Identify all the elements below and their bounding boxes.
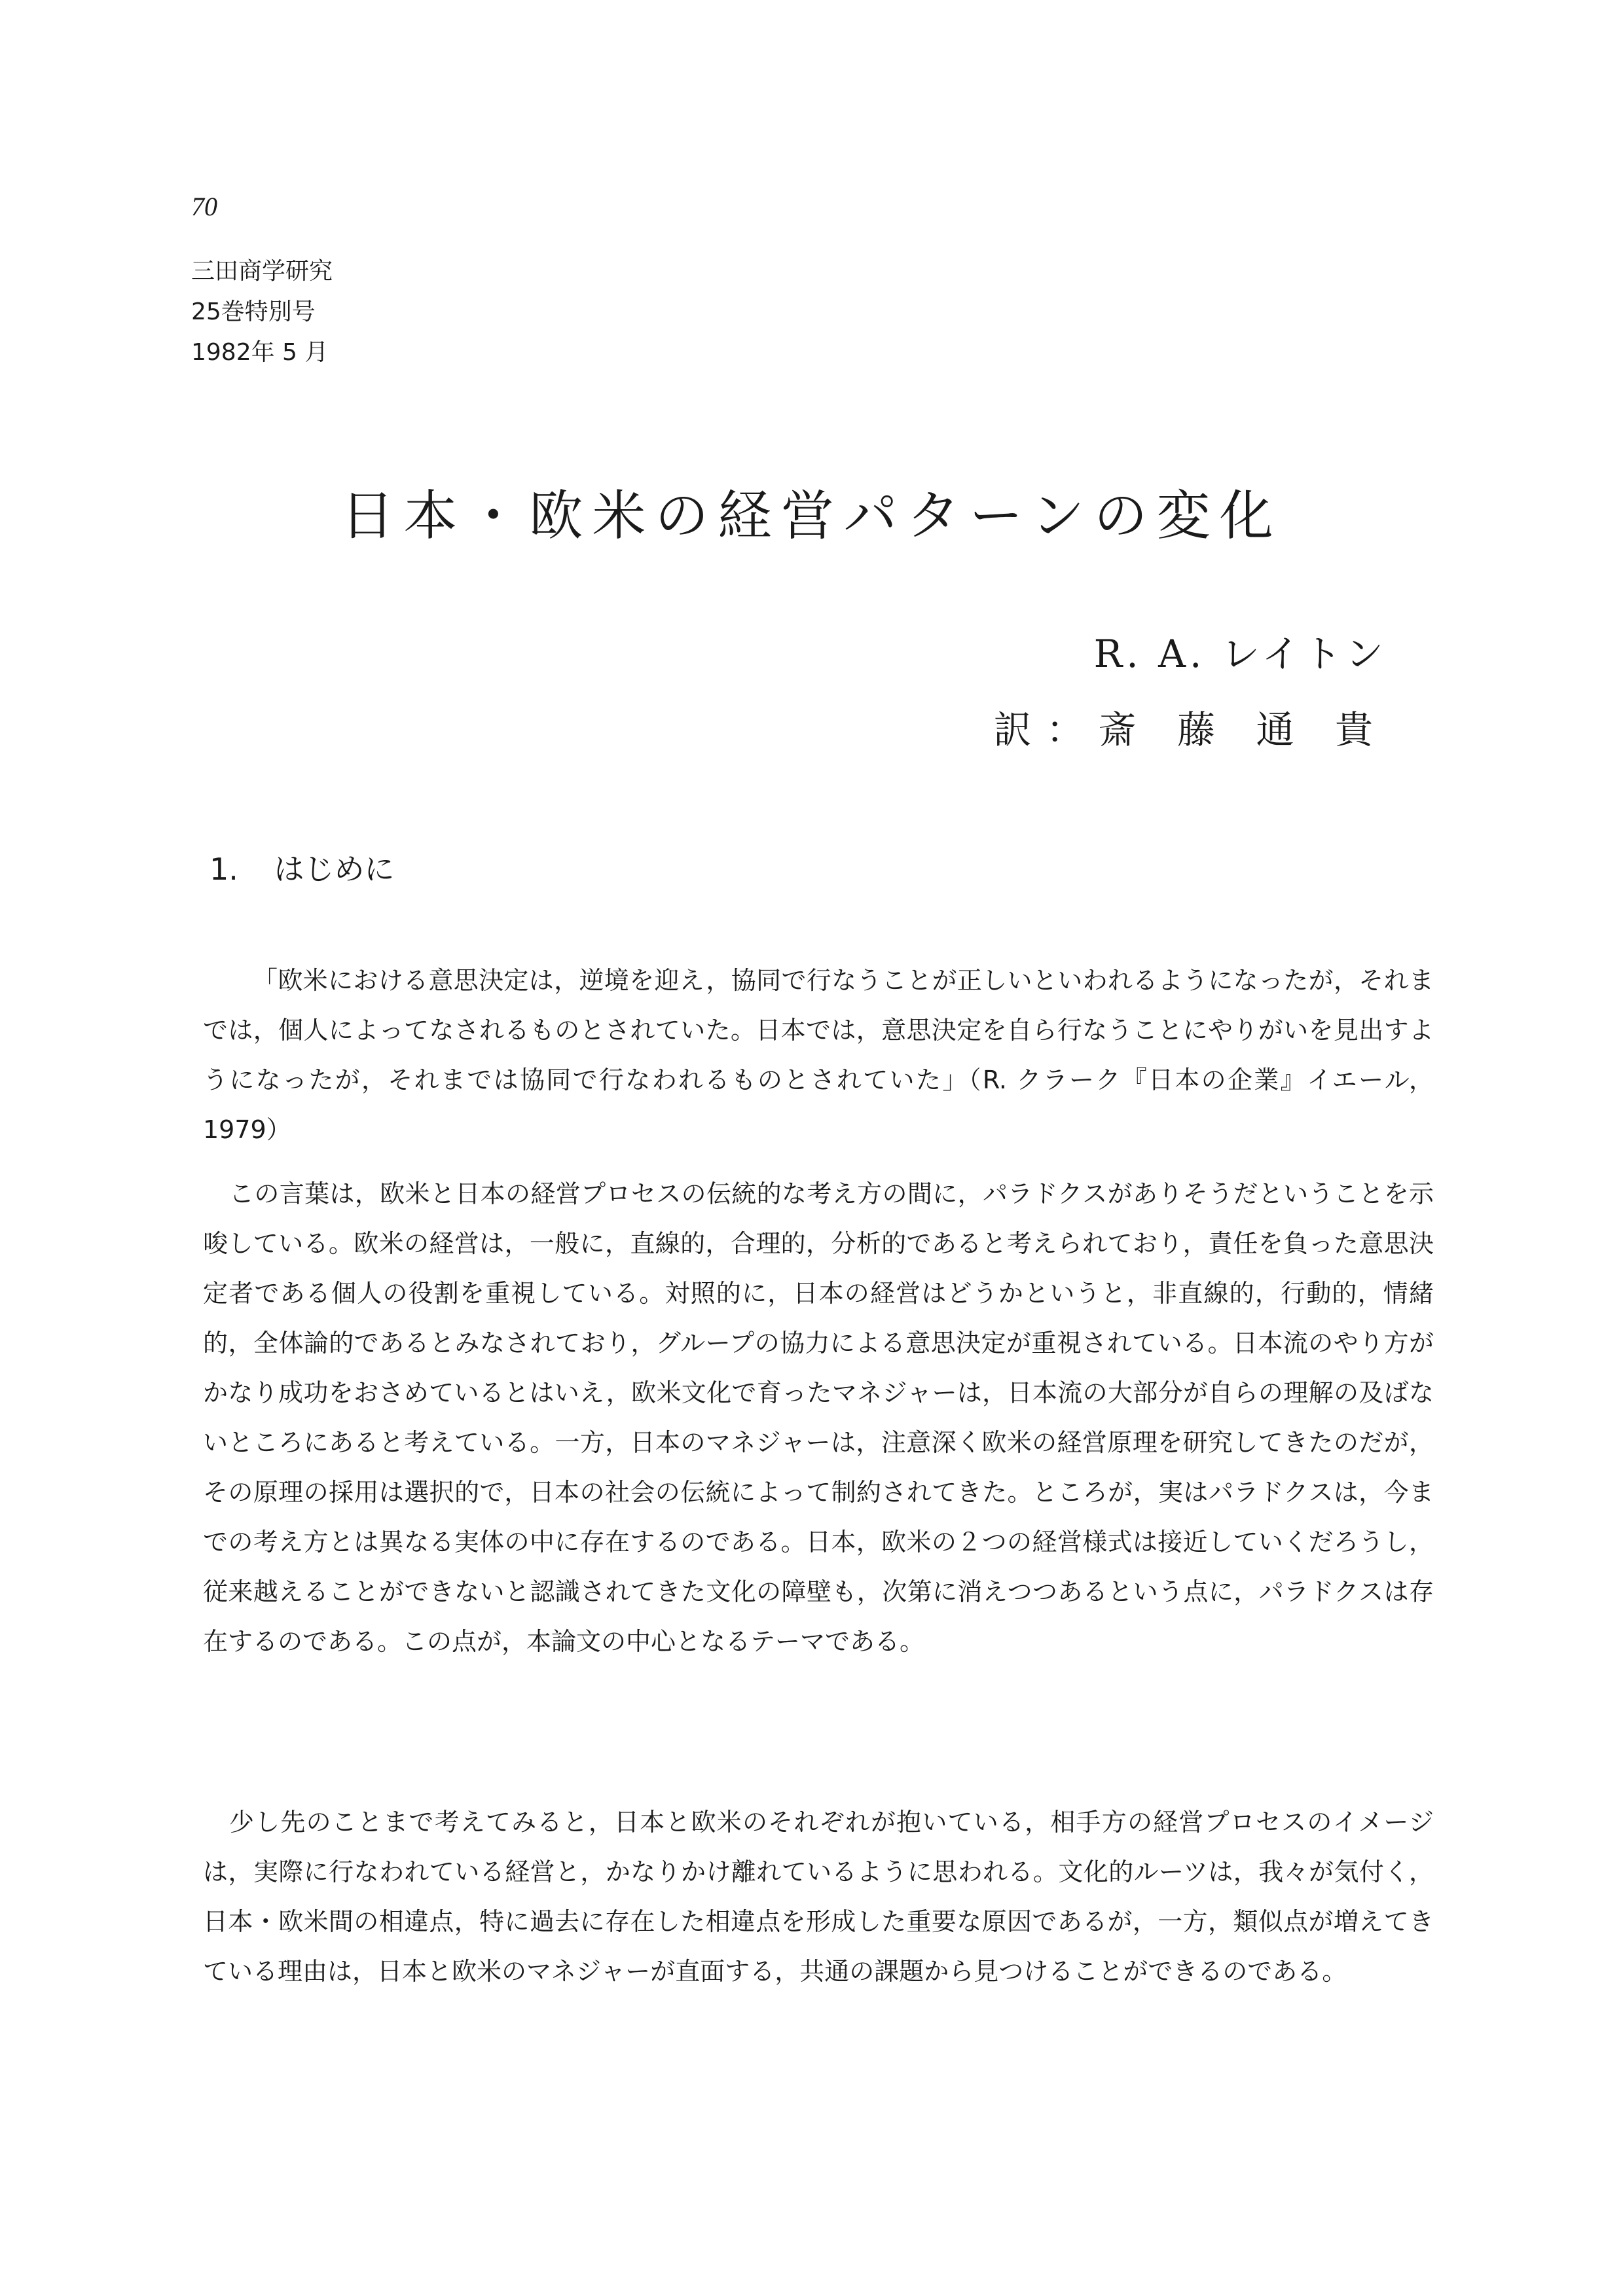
journal-info (191, 251, 333, 373)
journal-name: 三田商学研究 (191, 258, 333, 285)
journal-date: 1982年 5 月 (191, 339, 329, 366)
page-number: 70 (191, 192, 217, 221)
body-paragraph-1: この言葉は，欧米と日本の経営プロセスの伝統的な考え方の間に，パラドクスがありそうだということを示唆している。欧米の経営は，一般に，直線的，合理的，分析的であると考えられており，責任を負った意思決定者である個人の役割を重視している。対照的に，日本の経営はどうかというと，非直線的，行動的，情緒的，全体論的であるとみなされており，グループの協力による意思決定が重視されている。日本流のやり方がかなり成功をおさめているとはいえ，欧米文化で育ったマネジャーは，日本流の大部分が自らの理解の及ばないところにあると考えている。一方，日本のマネジャーは，注意深く欧米の経営原理を研究してきたのだが，その原理の採用は選択的で，日本の社会の伝統によって制約されてきた。ところが，実はパラドクスは，今までの考え方とは異なる実体の中に存在するのである。日本，欧米の２つの経営様式は接近していくだろうし，従来越えることができないと認識されてきた文化の障壁も，次第に消えつつあるという点に，パラドクスは存在するのである。この点が，本論文の中心となるテーマである。 (203, 1179, 1434, 1656)
journal-volume: 25巻特別号 (191, 298, 316, 325)
body-paragraph-2: 少し先のことまで考えてみると，日本と欧米のそれぞれが抱いている，相手方の経営プロセスのイメージは，実際に行なわれている経営と，かなりかけ離れているように思われる。文化的ルーツは，我々が気付く，日本・欧米間の相違点，特に過去に存在した相違点を形成した重要な原因であるが，一方，類似点が増えてきている理由は，日本と欧米のマネジャーが直面する，共通の課題から見つけることができるのである。 (203, 1808, 1434, 1986)
article-author: R. A. レイトン (1093, 632, 1387, 676)
section-number: 1. (210, 852, 238, 887)
article-translator: 訳：斎 藤 通 貴 (993, 708, 1387, 752)
opening-quote: 「欧米における意思決定は，逆境を迎え，協同で行なうことが正しいといわれるようになったが，それまでは，個人によってなされるものとされていた。日本では，意思決定を自ら行なうことにやりがいを見出すようになったが，それまでは協同で行なわれるものとされていた」（R. クラーク『日本の企業』イエール，1979） (203, 966, 1434, 1144)
section-title: はじめに (274, 852, 395, 887)
section-heading (210, 846, 395, 889)
article-title: 日本・欧米の経営パターンの変化 (340, 484, 1283, 547)
